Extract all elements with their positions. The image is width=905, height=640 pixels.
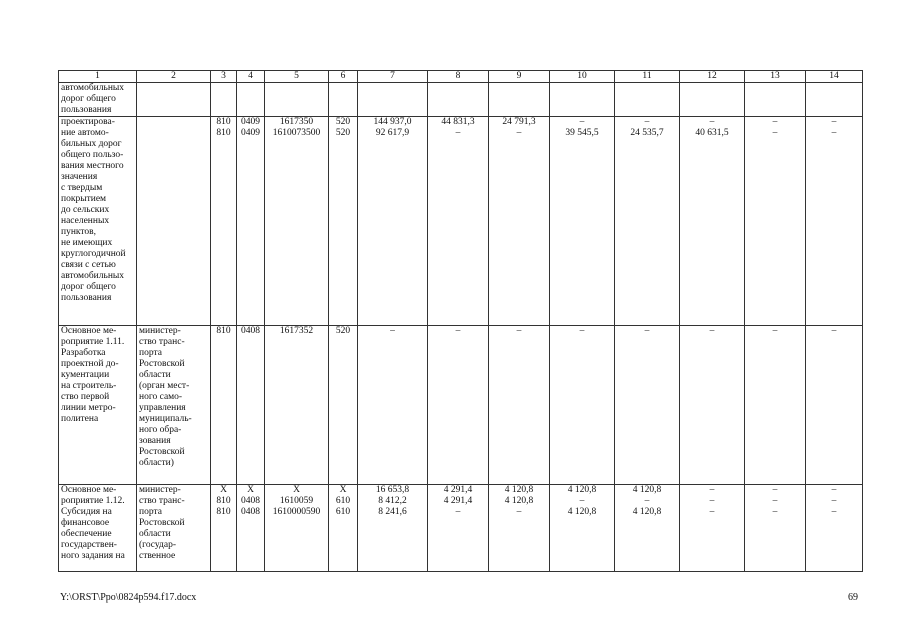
- cell-executor: министер- ство транс- порта Ростовской области (орган мест- ного само- управления муниципаль- ного обра- зования Ростовской области): [137, 326, 211, 485]
- cell: 4 120,8 – 4 120,8: [550, 485, 615, 572]
- cell: – 24 535,7: [615, 117, 680, 326]
- cell: – – –: [680, 485, 745, 572]
- col-header: 8: [428, 71, 489, 83]
- cell-executor: [137, 117, 211, 326]
- cell: [680, 83, 745, 117]
- cell: – –: [745, 117, 806, 326]
- table-row: [59, 485, 863, 572]
- cell: – 40 631,5: [680, 117, 745, 326]
- cell: [489, 83, 550, 117]
- cell: Х 1610059 1610000590: [265, 485, 329, 572]
- budget-table: [58, 70, 863, 572]
- cell: [358, 83, 428, 117]
- table-row: [59, 326, 863, 485]
- cell: –: [550, 326, 615, 485]
- col-header: 7: [358, 71, 428, 83]
- cell: Х 0408 0408: [237, 485, 265, 572]
- cell: Х 810 810: [211, 485, 237, 572]
- header-row: [59, 71, 863, 83]
- col-header: 11: [615, 71, 680, 83]
- col-header: 5: [265, 71, 329, 83]
- page-number: 69: [848, 592, 858, 603]
- cell: 16 653,8 8 412,2 8 241,6: [358, 485, 428, 572]
- cell: – –: [806, 117, 863, 326]
- col-header: 2: [137, 71, 211, 83]
- document-path: Y:\ORST\Ppo\0824p594.f17.docx: [60, 592, 197, 603]
- cell: [329, 83, 358, 117]
- cell: 4 120,8 – 4 120,8: [615, 485, 680, 572]
- cell: 24 791,3 –: [489, 117, 550, 326]
- cell-name: Основное ме- роприятие 1.12. Субсидия на финансовое обеспечение государствен- ного задания на: [59, 485, 137, 572]
- cell-executor: министер- ство транс- порта Ростовской области (государ- ственное: [137, 485, 211, 572]
- cell: [745, 83, 806, 117]
- cell: [211, 83, 237, 117]
- col-header: 10: [550, 71, 615, 83]
- cell: – – –: [745, 485, 806, 572]
- cell: –: [489, 326, 550, 485]
- col-header: 3: [211, 71, 237, 83]
- col-header: 9: [489, 71, 550, 83]
- cell-name: Основное ме- роприятие 1.11. Разработка проектной до- кументации на строитель- ство первой линии метро- политена: [59, 326, 137, 485]
- cell: 44 831,3 –: [428, 117, 489, 326]
- col-header: 6: [329, 71, 358, 83]
- col-header: 12: [680, 71, 745, 83]
- cell: [806, 83, 863, 117]
- cell: –: [680, 326, 745, 485]
- cell: – 39 545,5: [550, 117, 615, 326]
- cell: [428, 83, 489, 117]
- cell: –: [745, 326, 806, 485]
- cell-executor: [137, 83, 211, 117]
- cell: [550, 83, 615, 117]
- cell: 520 520: [329, 117, 358, 326]
- cell: 810: [211, 326, 237, 485]
- cell: 520: [329, 326, 358, 485]
- col-header: 4: [237, 71, 265, 83]
- cell: –: [428, 326, 489, 485]
- cell-name: автомобильных дорог общего пользования: [59, 83, 137, 117]
- col-header: 13: [745, 71, 806, 83]
- cell: [265, 83, 329, 117]
- cell: Х 610 610: [329, 485, 358, 572]
- cell: 144 937,0 92 617,9: [358, 117, 428, 326]
- col-header: 14: [806, 71, 863, 83]
- cell: 4 120,8 4 120,8 –: [489, 485, 550, 572]
- cell: –: [358, 326, 428, 485]
- cell: 0409 0409: [237, 117, 265, 326]
- cell: 4 291,4 4 291,4 –: [428, 485, 489, 572]
- cell: [237, 83, 265, 117]
- table-row: [59, 83, 863, 117]
- cell: [615, 83, 680, 117]
- cell-name: проектирова- ние автомо- бильных дорог общего пользо- вания местного значения с твердым покрытием до сельских населенных пунктов, не имеющих круглогодичной связи с сетью автомобильных дорог общего пользования: [59, 117, 137, 326]
- table-row: [59, 117, 863, 326]
- col-header: 1: [59, 71, 137, 83]
- cell: 1617352: [265, 326, 329, 485]
- cell: –: [806, 326, 863, 485]
- cell: – – –: [806, 485, 863, 572]
- cell: 810 810: [211, 117, 237, 326]
- cell: 0408: [237, 326, 265, 485]
- cell: 1617350 1610073500: [265, 117, 329, 326]
- cell: –: [615, 326, 680, 485]
